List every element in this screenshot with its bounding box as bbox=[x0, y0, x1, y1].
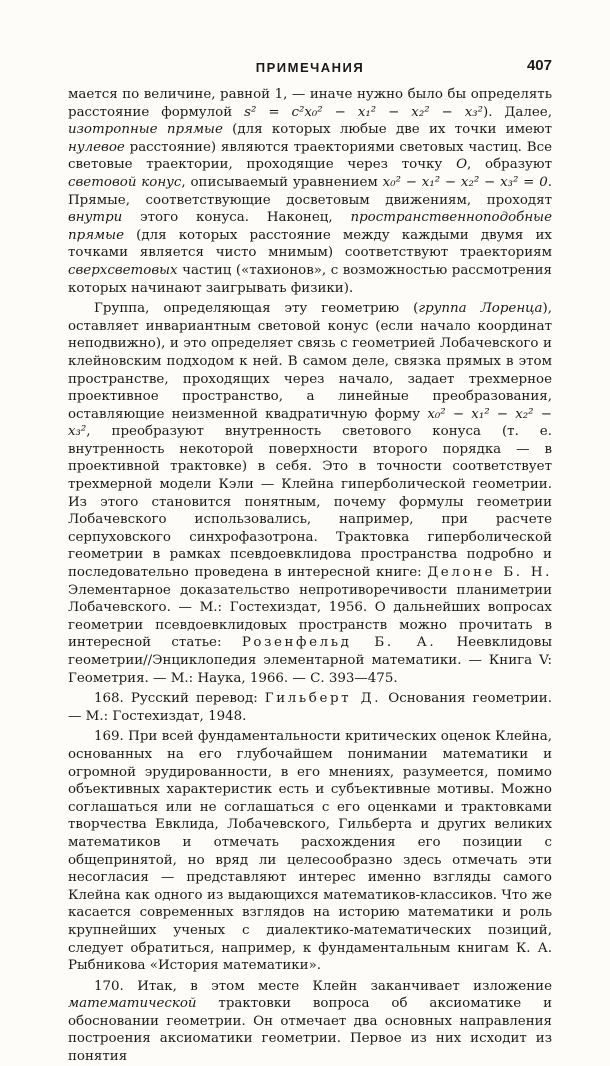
note-170: 170. Итак, в этом месте Клейн заканчивает изложение математической трактовки вопроса об аксиоматике и обосновании геометрии. Он отмечает два основных направления построения аксиоматики геометрии. Первое из них исходит из понятия bbox=[68, 978, 552, 1065]
page-header bbox=[68, 57, 552, 82]
author-name: Делоне Б. Н. bbox=[427, 565, 552, 581]
page-number: 407 bbox=[526, 57, 552, 74]
author-name: Гильберт Д. bbox=[264, 691, 382, 707]
note-169: 169. При всей фундаментальности критических оценок Клейна, основанных на его глубочайшем понимании математики и огромной эрудированности, в его мнениях, разумеется, помимо объективных характеристик есть и субъективные мотивы. Можно соглашаться или не соглашаться с его оценками и трактовками творчества Евклида, Лобачевского, Гильберта и других великих математиков и отмечать расхождения его позиции с общепринятой, но вряд ли целесообразно здесь отмечать эти несогласия — представляют интерес именно взгляды самого Клейна как одного из выдающихся математиков-классиков. Что же касается современных взглядов на историю математики и роль крупнейших ученых с диалектико-математических позиций, следует обратиться, например, к фундаментальным книгам К. А. Рыбникова «История математики». bbox=[68, 729, 552, 974]
quadratic-form: x₀² − x₁² − x₂² − x₃² bbox=[68, 406, 552, 440]
note-168: 168. Русский перевод: Гильберт Д. Основания геометрии. — М.: Гостехиздат, 1948. bbox=[68, 691, 552, 724]
author-name: Розенфельд Б. А. bbox=[241, 635, 437, 651]
page-body bbox=[68, 86, 552, 1066]
paragraph-continued: мается по величине, равной 1, — иначе нужно было бы определять расстояние формулой s² = c²x₀² − x₁² − x₂² − x₃²). Далее, изотропные прямые (для которых любые две их точки имеют нулевое расстояние) являются траекториями световых частиц. Все световые траектории, проходящие через точку O, образуют световой конус, описываемый уравнением x₀² − x₁² − x₂² − x₃² = 0. Прямые, соответствующие досветовым движениям, проходят внутри этого конуса. Наконец, пространственноподобные прямые (для которых расстояние между каждыми двумя их точками является чисто мнимым) соответствуют траекториям сверхсветовых частиц («тахионов», с возможностью рассмотрения которых начинают заигрывать физики). bbox=[68, 87, 552, 296]
running-head: ПРИМЕЧАНИЯ bbox=[255, 60, 365, 75]
distance-formula: s² = c²x₀² − x₁² − x₂² − x₃² bbox=[244, 104, 484, 120]
light-cone-equation: x₀² − x₁² − x₂² − x₃² = 0 bbox=[382, 174, 548, 190]
paragraph-lorentz-group: Группа, определяющая эту геометрию (группа Лоренца), оставляет инвариантным световой конус (если начало координат неподвижно), и это определяет связь с геометрией Лобачевского и клейновским подходом к ней. В самом деле, связка прямых в этом пространстве, проходящих через начало, задает трехмерное проективное пространство, а линейные преобразования, оставляющие неизменной квадратичную форму x₀² − x₁² − x₂² − x₃², преобразуют внутренность светового конуса (т. е. внутренность некоторой поверхности второго порядка — в проективной трактовке) в себя. Это в точности соответствует трехмерной модели Кэли — Клейна гиперболической геометрии. Из этого становится понятным, почему формулы геометрии Лобачевского использовались, например, при расчете серпуховского синхрофазотрона. Трактовка гиперболической геометрии в рамках псевдоевклидова пространства подробно и последовательно проведена в интересной книге: Делоне Б. Н. Элементарное доказательство непротиворечивости планиметрии Лобачевского. — М.: Гостехиздат, 1956. О дальнейших вопросах геометрии псевдоевклидовых пространств можно прочитать в интересной статье: Розенфельд Б. А. Неевклидовы геометрии//Энциклопедия элементарной математики. — Книга V: Геометрия. — М.: Наука, 1966. — С. 393—475. bbox=[68, 301, 552, 686]
